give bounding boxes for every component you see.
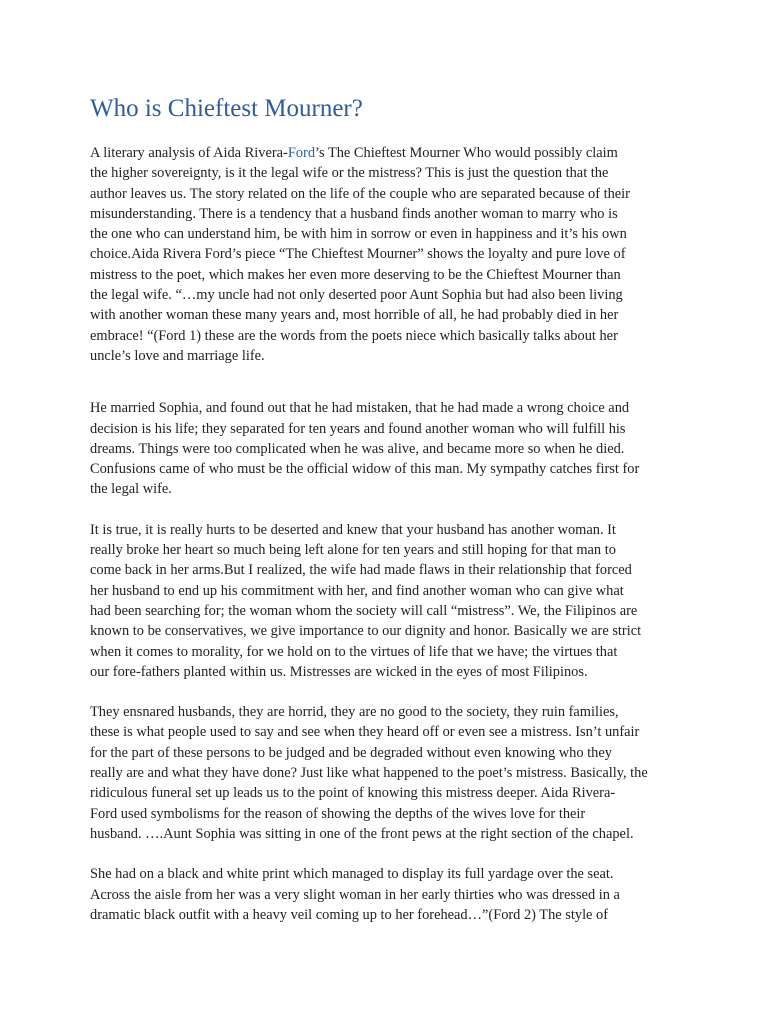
- text-line: when it comes to morality, for we hold on to the virtues of life that we have; the virtues that: [90, 643, 618, 660]
- text-line: It is true, it is really hurts to be deserted and knew that your husband has another woman. It: [90, 521, 616, 538]
- paragraph-1: [90, 143, 680, 366]
- text-line: our fore-fathers planted within us. Mistresses are wicked in the eyes of most Filipinos.: [90, 663, 588, 680]
- text-line: the one who can understand him, be with him in sorrow or even in happiness and it’s his own: [90, 226, 627, 243]
- text-segment: A literary analysis of Aida Rivera-: [90, 145, 288, 161]
- text-line: really broke her heart so much being left alone for ten years and still hoping for that man to: [90, 542, 616, 559]
- text-line: her husband to end up his commitment with her, and find another woman who can give what: [90, 582, 624, 599]
- text-line: with another woman these many years and, most horrible of all, he had probably died in her: [90, 307, 619, 324]
- text-line: dramatic black outfit with a heavy veil coming up to her forehead…”(Ford 2) The style of: [90, 906, 609, 923]
- paragraph-5: [90, 864, 680, 925]
- text-line: She had on a black and white print which managed to display its full yardage over the seat.: [90, 866, 614, 883]
- text-line: decision is his life; they separated for ten years and found another woman who will fulfill his: [90, 420, 626, 437]
- text-line: They ensnared husbands, they are horrid, they are no good to the society, they ruin families,: [90, 704, 619, 721]
- text-line: known to be conservatives, we give importance to our dignity and honor. Basically we are strict: [90, 623, 642, 640]
- text-line: the legal wife. “…my uncle had not only deserted poor Aunt Sophia but had also been living: [90, 287, 623, 304]
- text-line: these is what people used to say and see when they heard off or even see a mistress. Isn’t unfair: [90, 724, 640, 741]
- paragraph-3: [90, 520, 680, 682]
- text-line: uncle’s love and marriage life.: [90, 347, 265, 364]
- text-line: ridiculous funeral set up leads us to the point of knowing this mistress deeper. Aida Rivera-: [90, 785, 616, 802]
- text-line: mistress to the poet, which makes her even more deserving to be the Chieftest Mourner than: [90, 266, 621, 283]
- text-line: the higher sovereignty, is it the legal wife or the mistress? This is just the question that the: [90, 165, 609, 182]
- text-line: Confusions came of who must be the official widow of this man. My sympathy catches first for: [90, 461, 640, 478]
- ford-link[interactable]: Ford: [287, 145, 316, 161]
- text-line: had been searching for; the woman whom the society will call “mistress”. We, the Filipinos are: [90, 602, 638, 619]
- text-line: misunderstanding. There is a tendency that a husband finds another woman to marry who is: [90, 205, 618, 222]
- text-line: Ford used symbolisms for the reason of showing the depths of the wives love for their: [90, 805, 586, 822]
- text-line: author leaves us. The story related on the life of the couple who are separated because of their: [90, 185, 630, 202]
- document-title: Who is Chieftest Mourner?: [90, 95, 363, 122]
- text-line: choice.Aida Rivera Ford’s piece “The Chieftest Mourner” shows the loyalty and pure love of: [90, 246, 626, 263]
- text-line: Across the aisle from her was a very slight woman in her early thirties who was dressed in a: [90, 886, 620, 903]
- text-line: [90, 143, 680, 163]
- text-line: come back in her arms.But I realized, the wife had made flaws in their relationship that forced: [90, 562, 632, 579]
- text-line: dreams. Things were too complicated when he was alive, and became more so when he died.: [90, 440, 625, 457]
- text-line: embrace! “(Ford 1) these are the words from the poets niece which basically talks about her: [90, 327, 618, 344]
- text-line: He married Sophia, and found out that he had mistaken, that he had made a wrong choice and: [90, 400, 630, 417]
- text-line: the legal wife.: [90, 481, 172, 498]
- text-line: husband. ….Aunt Sophia was sitting in one of the front pews at the right section of the chapel.: [90, 825, 634, 842]
- paragraph-4: [90, 702, 680, 844]
- document-body: [90, 143, 680, 925]
- paragraph-2: [90, 398, 680, 499]
- text-line: for the part of these persons to be judged and be degraded without even knowing who they: [90, 744, 612, 761]
- text-segment: ’s The Chieftest Mourner Who would possibly claim: [315, 145, 618, 161]
- text-line: really are and what they have done? Just like what happened to the poet’s mistress. Basically, the: [90, 765, 648, 782]
